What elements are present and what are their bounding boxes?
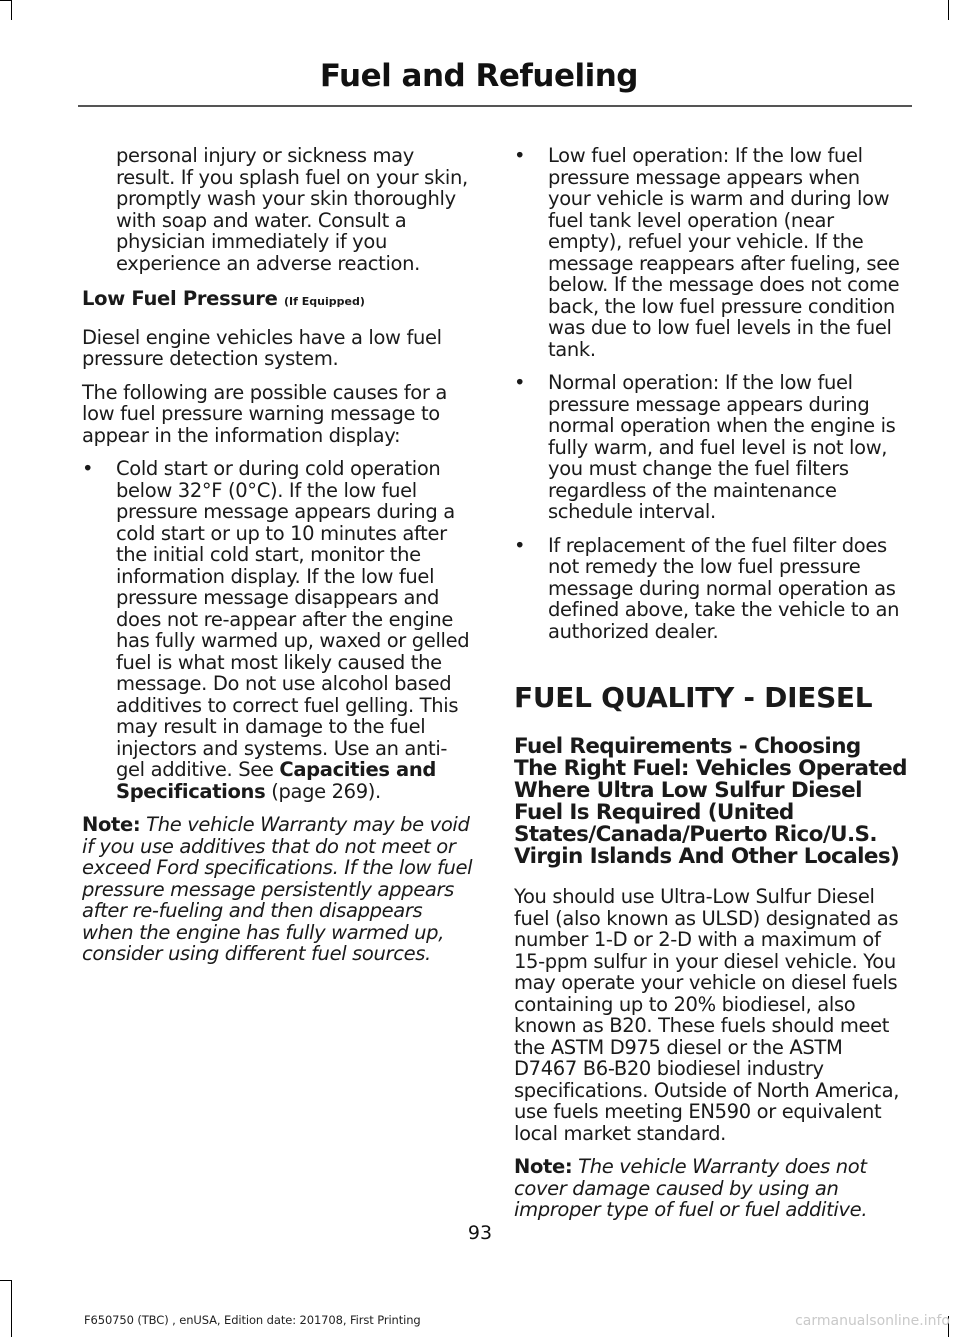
chapter-heading: FUEL QUALITY - DIESEL [514, 681, 873, 714]
header-divider [78, 105, 912, 107]
page-title: Fuel and Refueling [319, 58, 638, 94]
bullet-text: Cold start or during cold operation below 32°F (0°C). If the low fuel pressure message appears during a cold start or up to 10 minutes after the initial cold start, monitor the information display. If the low fuel pressure message disappears and does not re-appear after the engine has fully warmed up, waxed or gelled fuel is what most likely caused the message. Do not use alcohol based additives to correct fuel gelling. This may result in damage to the fuel injectors and systems. Use an anti-gel additive. See [116, 457, 470, 781]
note-label: Note: [514, 1155, 573, 1178]
paragraph: The following are possible causes for a low fuel pressure warning message to appear in the information display: [82, 380, 447, 447]
crop-mark [0, 1280, 11, 1281]
list-item: • If replacement of the fuel filter does not remedy the low fuel pressure message during normal operation as defined above, take the vehicle to an authorized dealer. [514, 535, 908, 643]
list-item: • Normal operation: If the low fuel pressure message appears during normal operation when the engine is fully warm, and fuel level is not low, you must change the fuel filters regardless of the maintenance schedule interval. [514, 372, 908, 523]
watermark: carmanualsonline.info [795, 1313, 950, 1329]
paragraph: Diesel engine vehicles have a low fuel pressure detection system. [82, 325, 442, 370]
sub-heading: Fuel Requirements - Choosing The Right Fuel: Vehicles Operated Where Ultra Low Sulfur Diesel Fuel Is Required (United States/Canada/Puerto Rico/U.S. Virgin Islands And Other Locales) [514, 734, 907, 869]
section-heading [82, 288, 474, 313]
bullet-list [82, 458, 474, 802]
page-number: 93 [467, 1222, 493, 1244]
section-heading-suffix: (If Equipped) [284, 295, 365, 308]
paragraph: You should use Ultra-Low Sulfur Diesel fuel (also known as ULSD) designated as number 1-D or 2-D with a maximum of 15-ppm sulfur in your diesel vehicle. You may operate your vehicle on diesel fuels containing up to 20% biodiesel, also known as B20. These fuels should meet the ASTM D975 diesel or the ASTM D7467 B6-B20 biodiesel industry specifications. Outside of North America, use fuels meeting EN590 or equivalent local market standard. [514, 885, 900, 1145]
note [514, 1156, 908, 1221]
bullet-list [514, 145, 908, 642]
page-reference: (page 269). [271, 779, 381, 803]
crop-mark [948, 0, 949, 20]
cross-reference-link[interactable]: Capacities and Specifications [116, 758, 436, 803]
footer-text: F650750 (TBC) , enUSA, Edition date: 201708, First Printing [84, 1313, 421, 1327]
crop-mark [11, 0, 12, 20]
left-column [82, 145, 474, 977]
right-column [514, 145, 908, 1233]
note [82, 814, 474, 965]
intro-paragraph: personal injury or sickness may result. If you splash fuel on your skin, promptly wash your skin thoroughly with soap and water. Consult a physician immediately if you experience an adverse reaction. [116, 144, 468, 275]
crop-mark [11, 1280, 12, 1337]
crop-mark [0, 0, 11, 1]
section-heading-text: Low Fuel Pressure [82, 287, 278, 310]
note-text: The vehicle Warranty may be void if you use additives that do not meet or exceed Ford specifications. If the low fuel pressure message persistently appears after re-fueling and then disappears when the engine has fully warmed up, consider using different fuel sources. [82, 813, 473, 965]
note-label: Note: [82, 813, 141, 836]
list-item [82, 458, 474, 802]
note-text: The vehicle Warranty does not cover damage caused by using an improper type of fuel or fuel additive. [514, 1155, 868, 1221]
list-item: • Low fuel operation: If the low fuel pressure message appears when your vehicle is warm and during low fuel tank level operation (near empty), refuel your vehicle. If the message reappears after fueling, see below. If the message does not come back, the low fuel pressure condition was due to low fuel levels in the fuel tank. [514, 145, 908, 360]
